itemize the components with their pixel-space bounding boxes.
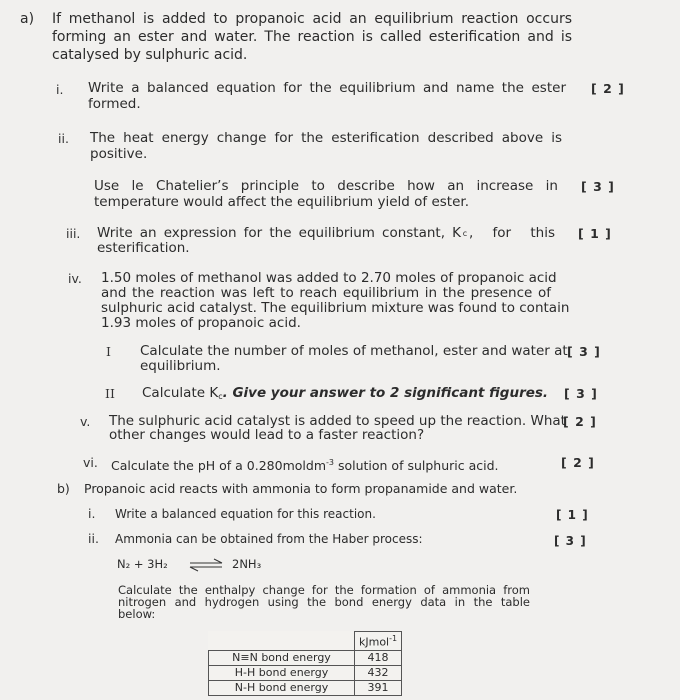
q-a-vi-text-end: solution of sulphuric acid. [333, 458, 499, 474]
q-a-iv-part-II-marks: [ 3 ] [564, 386, 598, 401]
table-header-empty [209, 632, 355, 651]
q-b-ii-number: ii. [88, 531, 99, 546]
bond-label: N≡N bond energy [209, 650, 355, 665]
q-b-ii-text: Ammonia can be obtained from the Haber process: [115, 532, 423, 546]
bond-energy-table [208, 631, 402, 696]
q-a-vi-number: vi. [83, 455, 98, 470]
q-b-ii-marks: [ 3 ] [554, 534, 587, 548]
q-a-iv-part-II-bold: . Give your answer to 2 significant figures. [222, 385, 549, 401]
q-b-i-number: i. [88, 506, 96, 521]
q-a-iii-sub: c [462, 229, 468, 238]
part-a-intro-3: catalysed by sulphuric acid. [52, 47, 248, 63]
table-header-row [209, 632, 402, 651]
q-a-ii-marks: [ 3 ] [581, 179, 615, 194]
q-a-iv-part-II-number: II [105, 386, 115, 401]
q-a-iv-line-2: and the reaction was left to reach equilibrium in the presence of [101, 285, 551, 301]
part-a-label: a) [20, 11, 35, 27]
bond-value: 418 [355, 650, 402, 665]
q-a-iii-text: Write an expression for the equilibrium constant, K [97, 225, 461, 241]
q-a-iii-number: iii. [66, 226, 81, 241]
q-a-iii-text-end: , for this [469, 225, 555, 241]
q-b-ii-line-2: nitrogen and hydrogen using the bond energy data in the table [118, 595, 530, 609]
q-a-vi-marks: [ 2 ] [561, 455, 595, 470]
q-a-i-line-1: Write a balanced equation for the equilibrium and name the ester [88, 80, 566, 96]
table-row [209, 665, 402, 680]
q-a-i-marks: [ 2 ] [591, 81, 625, 96]
q-a-iv-part-I-marks: [ 3 ] [567, 344, 601, 359]
q-a-iv-line-4: 1.93 moles of propanoic acid. [101, 315, 301, 331]
q-a-v-line-1: The sulphuric acid catalyst is added to speed up the reaction. What [109, 413, 566, 429]
bond-value: 432 [355, 665, 402, 680]
haber-equation-left: N₂ + 3H₂ [117, 557, 168, 571]
q-a-vi-line [111, 455, 499, 473]
q-a-v-marks: [ 2 ] [563, 414, 597, 429]
q-a-vi-sup: -3 [326, 458, 334, 467]
q-a-iii-line-2: esterification. [97, 240, 190, 256]
q-b-ii-line-3: below: [118, 607, 156, 621]
q-a-iv-part-I-number: I [106, 344, 111, 359]
bond-value: 391 [355, 680, 402, 695]
part-a-intro-2: forming an ester and water. The reaction is called esterification and is [52, 29, 572, 45]
q-a-ii-sub-line-2: temperature would affect the equilibrium yield of ester. [94, 194, 470, 210]
part-a-intro-1: If methanol is added to propanoic acid an equilibrium reaction occurs [52, 11, 572, 27]
q-a-iv-number: iv. [68, 271, 82, 286]
q-a-iv-part-II-line [142, 386, 548, 404]
haber-equation-right: 2NH₃ [232, 557, 262, 571]
unit-sup: -1 [389, 634, 398, 643]
q-a-iii-line-1 [97, 226, 555, 241]
q-a-ii-line-2: positive. [90, 146, 148, 162]
unit-text: kJmol [359, 635, 390, 649]
table-header-unit [355, 632, 402, 651]
q-a-v-line-2: other changes would lead to a faster reaction? [109, 427, 425, 443]
q-a-iii-marks: [ 1 ] [578, 226, 612, 241]
q-a-iv-line-3: sulphuric acid catalyst. The equilibrium mixture was found to contain [101, 300, 570, 316]
bond-label: N-H bond energy [209, 680, 355, 695]
q-a-vi-text: Calculate the pH of a 0.280moldm [111, 458, 326, 474]
q-a-ii-sub-line-1: Use le Chatelier’s principle to describe how an increase in [94, 178, 558, 194]
q-a-iv-part-II-sub: c [218, 392, 223, 401]
part-b-intro: Propanoic acid reacts with ammonia to form propanamide and water. [84, 481, 518, 496]
table-row [209, 650, 402, 665]
equilibrium-arrow-icon [188, 558, 224, 572]
bond-label: H-H bond energy [209, 665, 355, 680]
q-a-v-number: v. [80, 414, 91, 429]
q-a-iv-line-1: 1.50 moles of methanol was added to 2.70 moles of propanoic acid [101, 270, 557, 286]
table-row [209, 680, 402, 695]
q-b-i-text: Write a balanced equation for this reaction. [115, 507, 376, 521]
q-a-ii-line-1: The heat energy change for the esterification described above is [90, 130, 562, 146]
part-b-label: b) [57, 481, 70, 496]
q-a-ii-number: ii. [58, 131, 69, 146]
q-a-iv-part-I-line-2: equilibrium. [140, 358, 221, 374]
q-a-i-number: i. [56, 82, 64, 97]
q-a-iv-part-I-line-1: Calculate the number of moles of methanol, ester and water at [140, 343, 568, 359]
q-a-i-line-2: formed. [88, 96, 141, 112]
q-b-i-marks: [ 1 ] [556, 508, 589, 522]
q-a-iv-part-II-text: Calculate K [142, 385, 219, 401]
q-b-ii-line-1: Calculate the enthalpy change for the formation of ammonia from [118, 583, 530, 597]
